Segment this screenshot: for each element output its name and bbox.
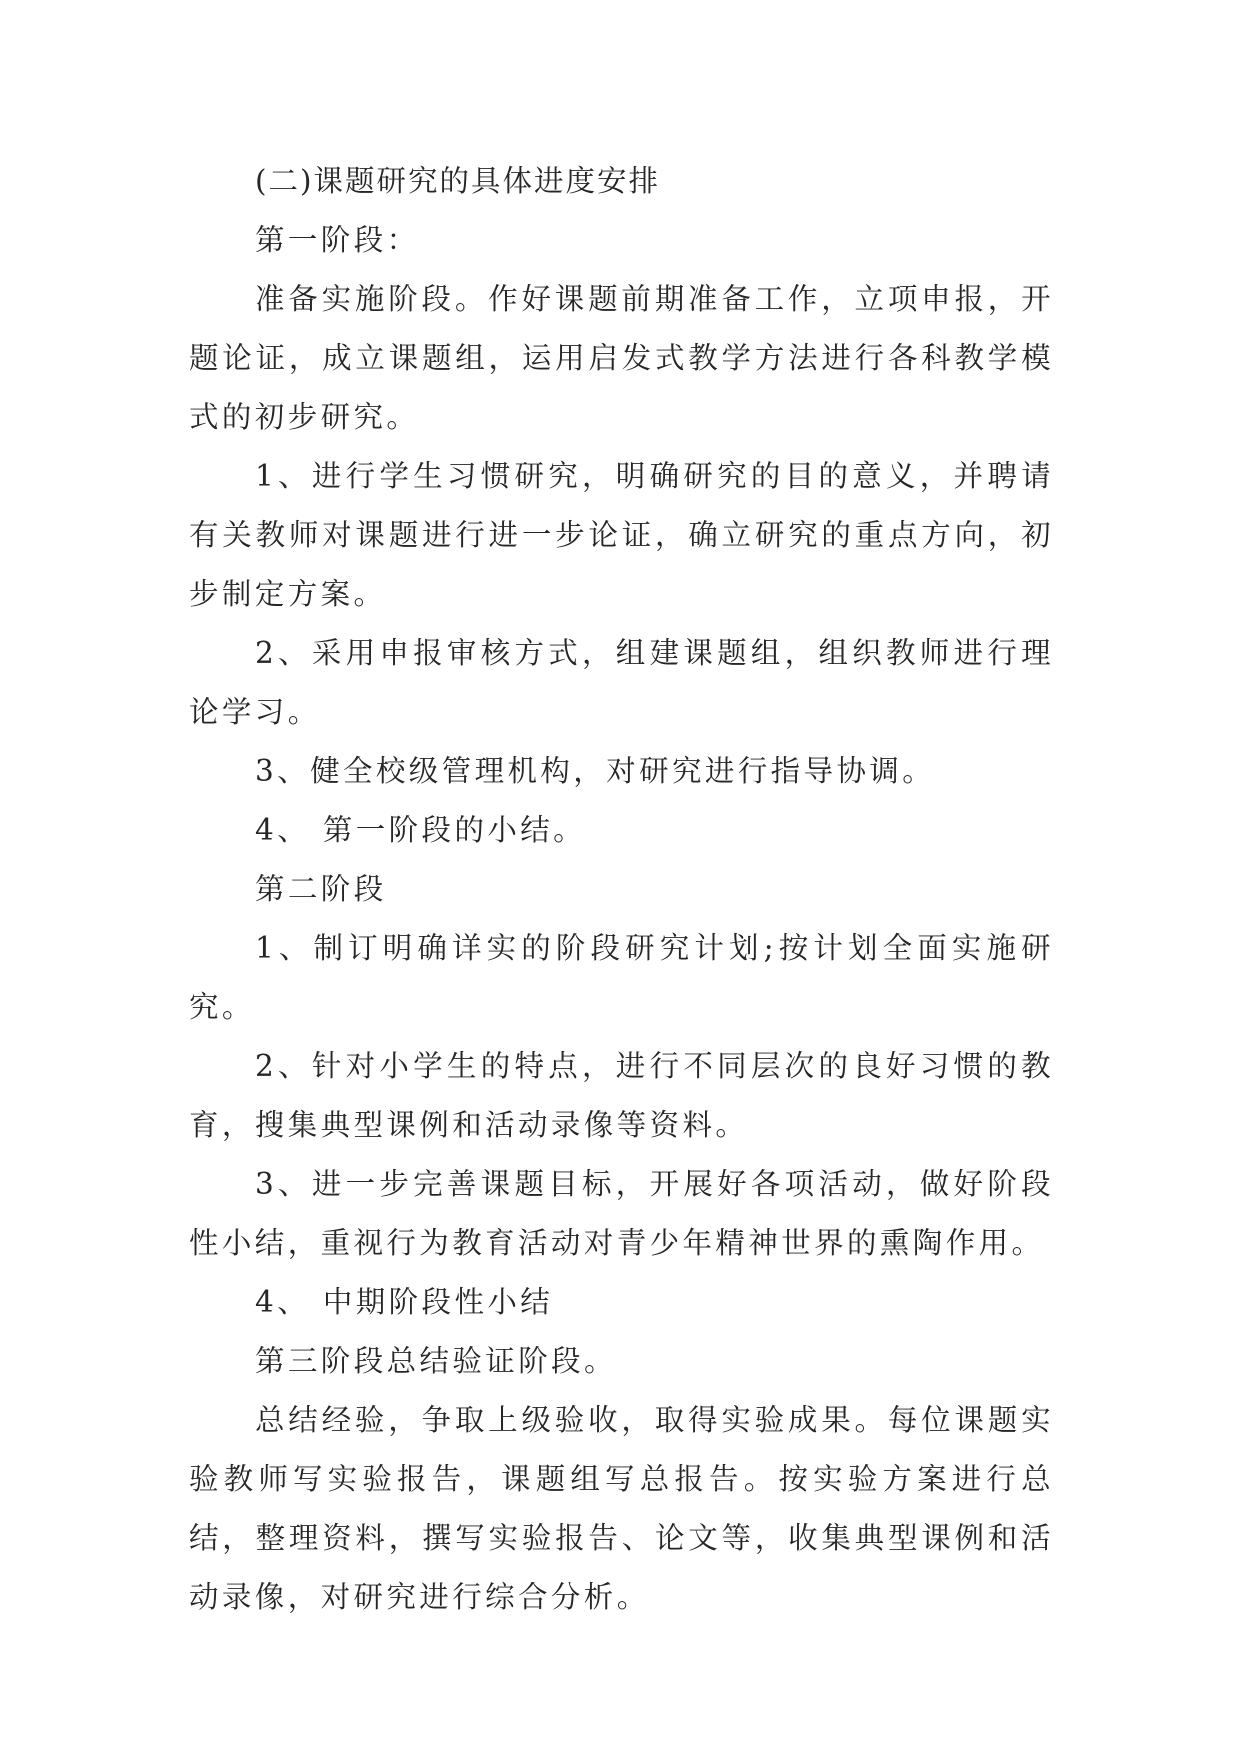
stage-two-item-1: 1、制订明确详实的阶段研究计划;按计划全面实施研究。 xyxy=(189,931,1054,1024)
stage-one-item-3: 3、健全校级管理机构，对研究进行指导协调。 xyxy=(255,754,936,788)
stage-three-title: 第三阶段总结验证阶段。 xyxy=(255,1344,617,1378)
stage-two-item-3: 3、进一步完善课题目标，开展好各项活动，做好阶段性小结，重视行为教育活动对青少年精神世界的熏陶作用。 xyxy=(189,1167,1054,1260)
stage-one-title: 第一阶段： xyxy=(255,223,420,257)
stage-three-description: 总结经验，争取上级验收，取得实验成果。每位课题实验教师写实验报告，课题组写总报告。按实验方案进行总结，整理资料，撰写实验报告、论文等，收集典型课例和活动录像，对研究进行综合分析。 xyxy=(189,1403,1054,1614)
section-heading: (二)课题研究的具体进度安排 xyxy=(255,164,661,198)
stage-one-item-4: 4、 第一阶段的小结。 xyxy=(255,813,587,847)
stage-one-description: 准备实施阶段。作好课题前期准备工作，立项申报，开题论证，成立课题组，运用启发式教学方法进行各科教学模式的初步研究。 xyxy=(189,282,1054,434)
stage-one-item-1: 1、进行学生习惯研究，明确研究的目的意义，并聘请有关教师对课题进行进一步论证，确立研究的重点方向，初步制定方案。 xyxy=(189,459,1054,611)
stage-one-item-2: 2、采用申报审核方式，组建课题组，组织教师进行理论学习。 xyxy=(189,636,1054,729)
stage-two-title: 第二阶段 xyxy=(255,872,387,906)
stage-two-item-4: 4、 中期阶段性小结 xyxy=(255,1285,554,1319)
document-body xyxy=(189,152,1054,1627)
stage-two-item-2: 2、针对小学生的特点，进行不同层次的良好习惯的教育，搜集典型课例和活动录像等资料。 xyxy=(189,1049,1054,1142)
